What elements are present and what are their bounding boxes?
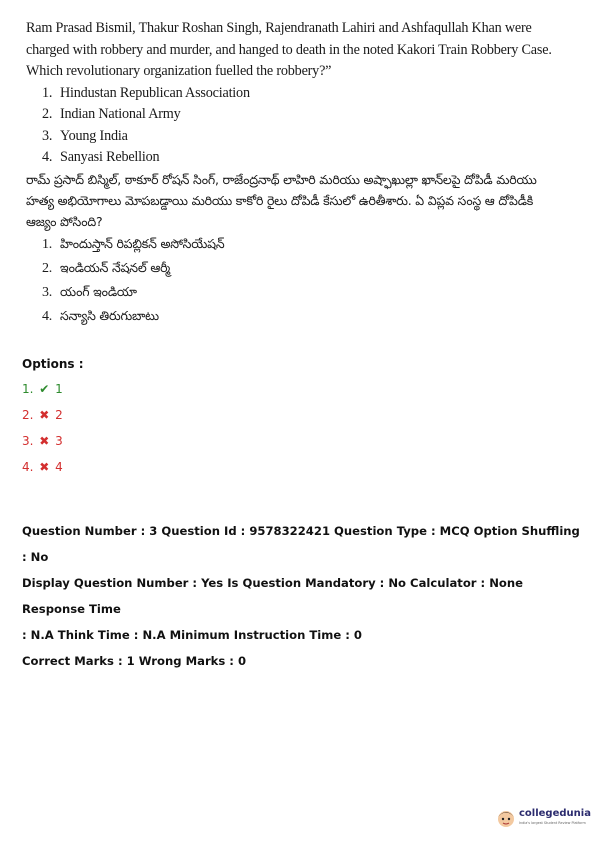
- answer-option-wrong: 2. ✖ 2: [22, 408, 63, 422]
- answer-options-list: [22, 380, 63, 484]
- telugu-option: 2. ఇండియన్ నేషనల్ ఆర్మీ: [42, 259, 171, 276]
- english-options-list: [26, 83, 566, 169]
- question-block: [26, 18, 566, 328]
- metadata-line: : N.A Think Time : N.A Minimum Instruction Time : 0: [22, 628, 362, 642]
- marks-line: Correct Marks : 1 Wrong Marks : 0: [22, 654, 247, 668]
- metadata-line: Question Number : 3 Question Id : 9578322421 Question Type : MCQ Option Shuffling : No: [22, 524, 580, 564]
- telugu-option: 3. యంగ్ ఇండియా: [42, 283, 137, 300]
- collegedunia-logo: [495, 805, 591, 833]
- english-option: 3. Young India: [42, 127, 128, 144]
- telugu-options-list: [26, 232, 566, 328]
- telugu-option: 1. హిందుస్తాన్ రిపబ్లికన్ అసోసియేషన్: [42, 235, 225, 252]
- answer-option-wrong: 4. ✖ 4: [22, 460, 63, 474]
- answer-option-correct: 1. ✔ 1: [22, 382, 63, 396]
- cross-icon: ✖: [39, 408, 50, 422]
- english-option: 2. Indian National Army: [42, 106, 181, 122]
- cross-icon: ✖: [39, 460, 50, 474]
- metadata-line: Display Question Number : Yes Is Question Mandatory : No Calculator : None Response Time: [22, 576, 524, 616]
- english-option: 1. Hindustan Republican Association: [42, 84, 250, 101]
- question-text-english: Ram Prasad Bismil, Thakur Roshan Singh, Rajendranath Lahiri and Ashfaqullah Khan were charged with robbery and murder, and hanged to death in the noted Kakori Train Robbery Case. Which revolutionary organization fuelled the robbery?”: [26, 20, 552, 79]
- telugu-option: 4. సన్యాసి తిరుగుబాటు: [42, 307, 159, 324]
- logo-tagline: India's largest Student Review Platform: [519, 821, 586, 825]
- cross-icon: ✖: [39, 434, 50, 448]
- logo-brand-text: collegedunia: [519, 808, 591, 819]
- question-text-telugu: రామ్ ప్రసాద్ బిస్మిల్, ఠాకూర్ రోషన్ సింగ్, రాజేంద్రనాథ్ లాహిరి మరియు అష్ఫాఖుల్లా ఖాన్‌లపై దోపిడీ మరియు హత్య అభియోగాలు మోపబడ్డాయి మరియు కాకోరి రైలు దోపిడీ కేసులో ఉరితీశారు. ఏ విప్లవ సంస్థ ఆ దోపిడీకి ఆజ్యం పోసింది?: [26, 171, 537, 229]
- question-metadata: [22, 518, 582, 674]
- options-heading: Options :: [22, 357, 84, 371]
- answer-option-wrong: 3. ✖ 3: [22, 434, 63, 448]
- mascot-icon: [495, 807, 517, 829]
- check-icon: ✔: [39, 382, 50, 396]
- english-option: 4. Sanyasi Rebellion: [42, 149, 160, 165]
